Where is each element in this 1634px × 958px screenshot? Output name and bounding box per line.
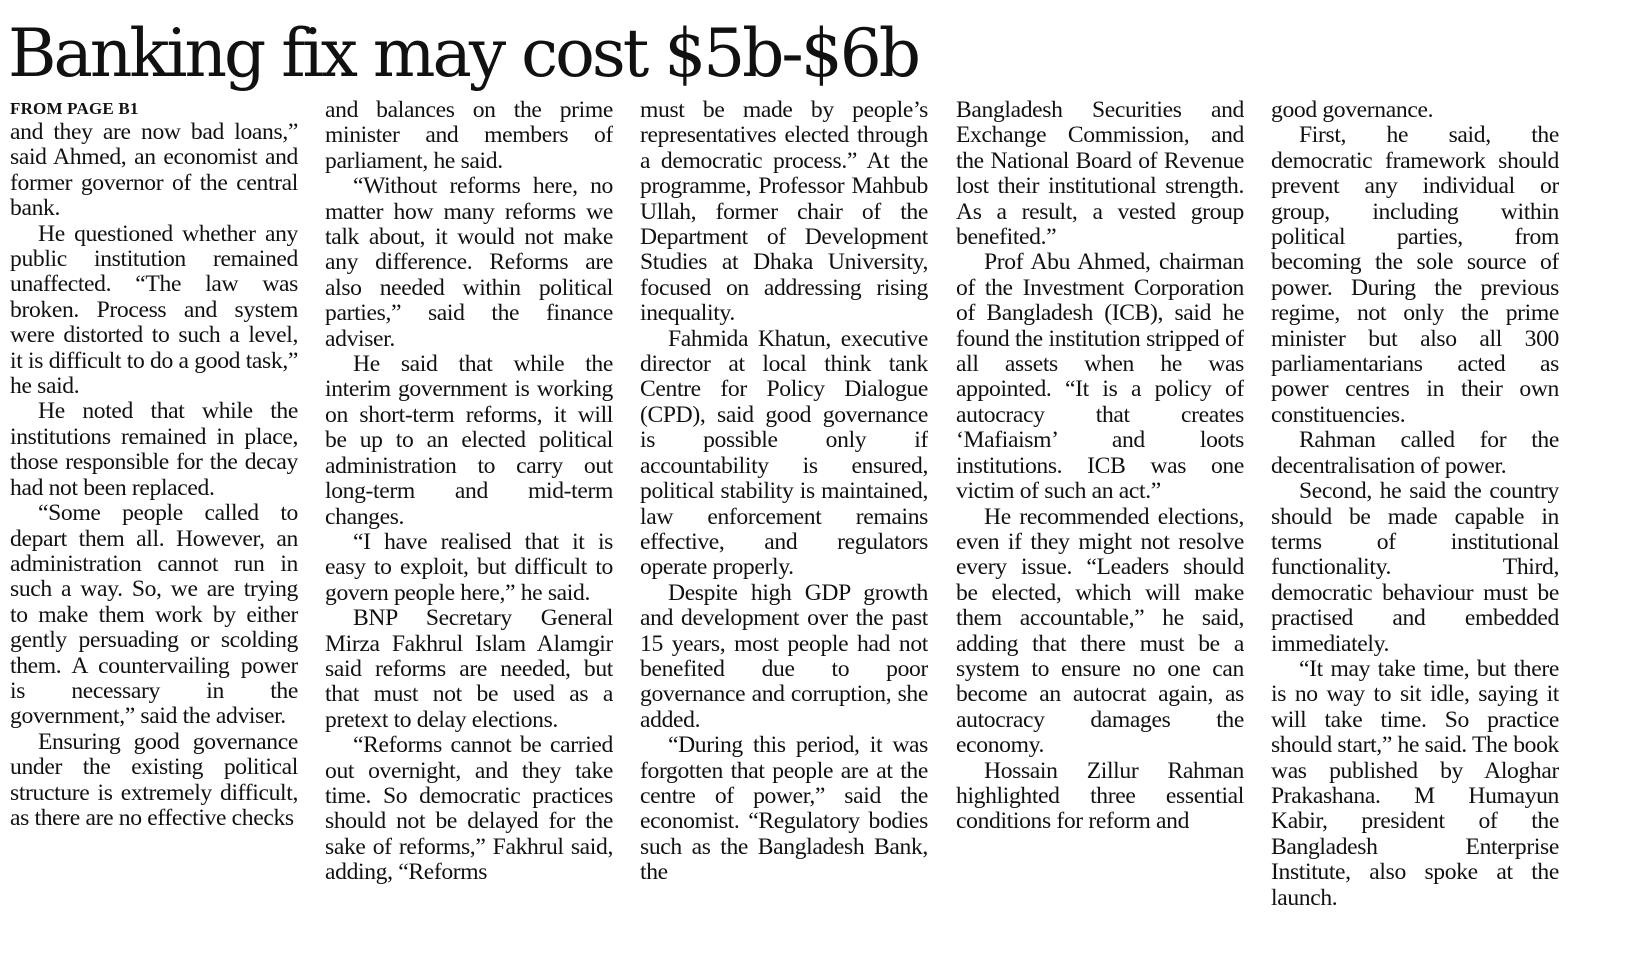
paragraph: Hossain Zillur Rahman highlighted three essential conditions for reform and <box>956 757 1244 835</box>
column-2 <box>325 98 613 950</box>
paragraph: First, he said, the democratic framework should prevent any individual or group, including within political parties, from becoming the sole source of power. During the previous regime, not only the prime minister but also all 300 parliamentarians acted as power centres in their own constituencies. <box>1271 122 1559 428</box>
paragraph: “During this period, it was forgotten that people are at the centre of power,” said the economist. “Regulatory bodies such as the Bangladesh Bank, the <box>640 732 928 886</box>
article-body <box>10 98 1624 950</box>
column-1 <box>10 98 298 950</box>
column-3 <box>640 98 928 950</box>
paragraph: “Reforms cannot be carried out overnight, and they take time. So democratic practices should not be delayed for the sake of reforms,” Fakhrul said, adding, “Reforms <box>325 732 613 886</box>
column-5 <box>1271 98 1559 950</box>
paragraph: “Some people called to depart them all. However, an administration cannot run in such a way. So, we are trying to make them work by either gently persuading or scolding them. A countervailing power is necessary in the government,” said the adviser. <box>10 500 298 730</box>
paragraph: and balances on the prime minister and members of parliament, he said. <box>325 98 613 174</box>
column-4 <box>956 98 1244 950</box>
paragraph: He said that while the interim government is working on short-term reforms, it will be up to an elected political administration to carry out long-term and mid-term changes. <box>325 351 613 530</box>
paragraph: He recommended elections, even if they might not resolve every issue. “Leaders should be elected, which will make them accountable,” he said, adding that there must be a system to ensure no one can become an autocrat again, as autocracy damages the economy. <box>956 503 1244 759</box>
jump-line: FROM PAGE B1 <box>10 99 139 118</box>
paragraph: BNP Secretary General Mirza Fakhrul Islam Alamgir said reforms are needed, but that must not be used as a pretext to delay elections. <box>325 605 613 733</box>
paragraph: Second, he said the country should be made capable in terms of institutional functionality. Third, democratic behaviour must be practised and embedded immediately. <box>1271 478 1559 657</box>
paragraph: Fahmida Khatun, executive director at local think tank Centre for Policy Dialogue (CPD), said good governance is possible only if accountability is ensured, political stability is maintained, law enforcement remains effective, and regulators operate properly. <box>640 325 928 581</box>
paragraph: Prof Abu Ahmed, chairman of the Investment Corporation of Bangladesh (ICB), said he found the institution stripped of all assets when he was appointed. “It is a policy of autocracy that creates ‘Mafiaism’ and loots institutions. ICB was one victim of such an act.” <box>956 249 1244 505</box>
paragraph: He questioned whether any public institution remained unaffected. “The law was broken. Process and system were distorted to such a level, it is difficult to do a good task,” he said. <box>10 220 298 400</box>
paragraph: must be made by people’s representatives elected through a democratic process.” At the programme, Professor Mahbub Ullah, former chair of the Department of Development Studies at Dhaka University, focused on addressing rising inequality. <box>640 98 928 327</box>
paragraph: good governance. <box>1271 98 1434 123</box>
paragraph: Rahman called for the decentralisation of power. <box>1271 427 1559 479</box>
paragraph: “It may take time, but there is no way to sit idle, saying it will take time. So practice should start,” he said. The book was published by Aloghar Prakashana. M Humayun Kabir, president of the Bangladesh Enterprise Institute, also spoke at the launch. <box>1271 655 1559 911</box>
paragraph: “Without reforms here, no matter how many reforms we talk about, it would not make any difference. Reforms are also needed within political parties,” said the finance adviser. <box>325 173 613 352</box>
paragraph: Bangladesh Securities and Exchange Commission, and the National Board of Revenue lost their institutional strength. As a result, a vested group benefited.” <box>956 98 1244 251</box>
paragraph: Despite high GDP growth and development over the past 15 years, most people had not benefited due to poor governance and corruption, she added. <box>640 579 928 733</box>
paragraph: “I have realised that it is easy to exploit, but difficult to govern people here,” he said. <box>325 528 613 606</box>
paragraph: He noted that while the institutions remained in place, those responsible for the decay had not been replaced. <box>10 398 298 501</box>
headline: Banking fix may cost $5b-$6b <box>8 15 918 92</box>
paragraph: and they are now bad loans,” said Ahmed, an economist and former governor of the central bank. <box>10 119 298 222</box>
paragraph: Ensuring good governance under the existing political structure is extremely difficult, as there are no effective checks <box>10 728 298 831</box>
